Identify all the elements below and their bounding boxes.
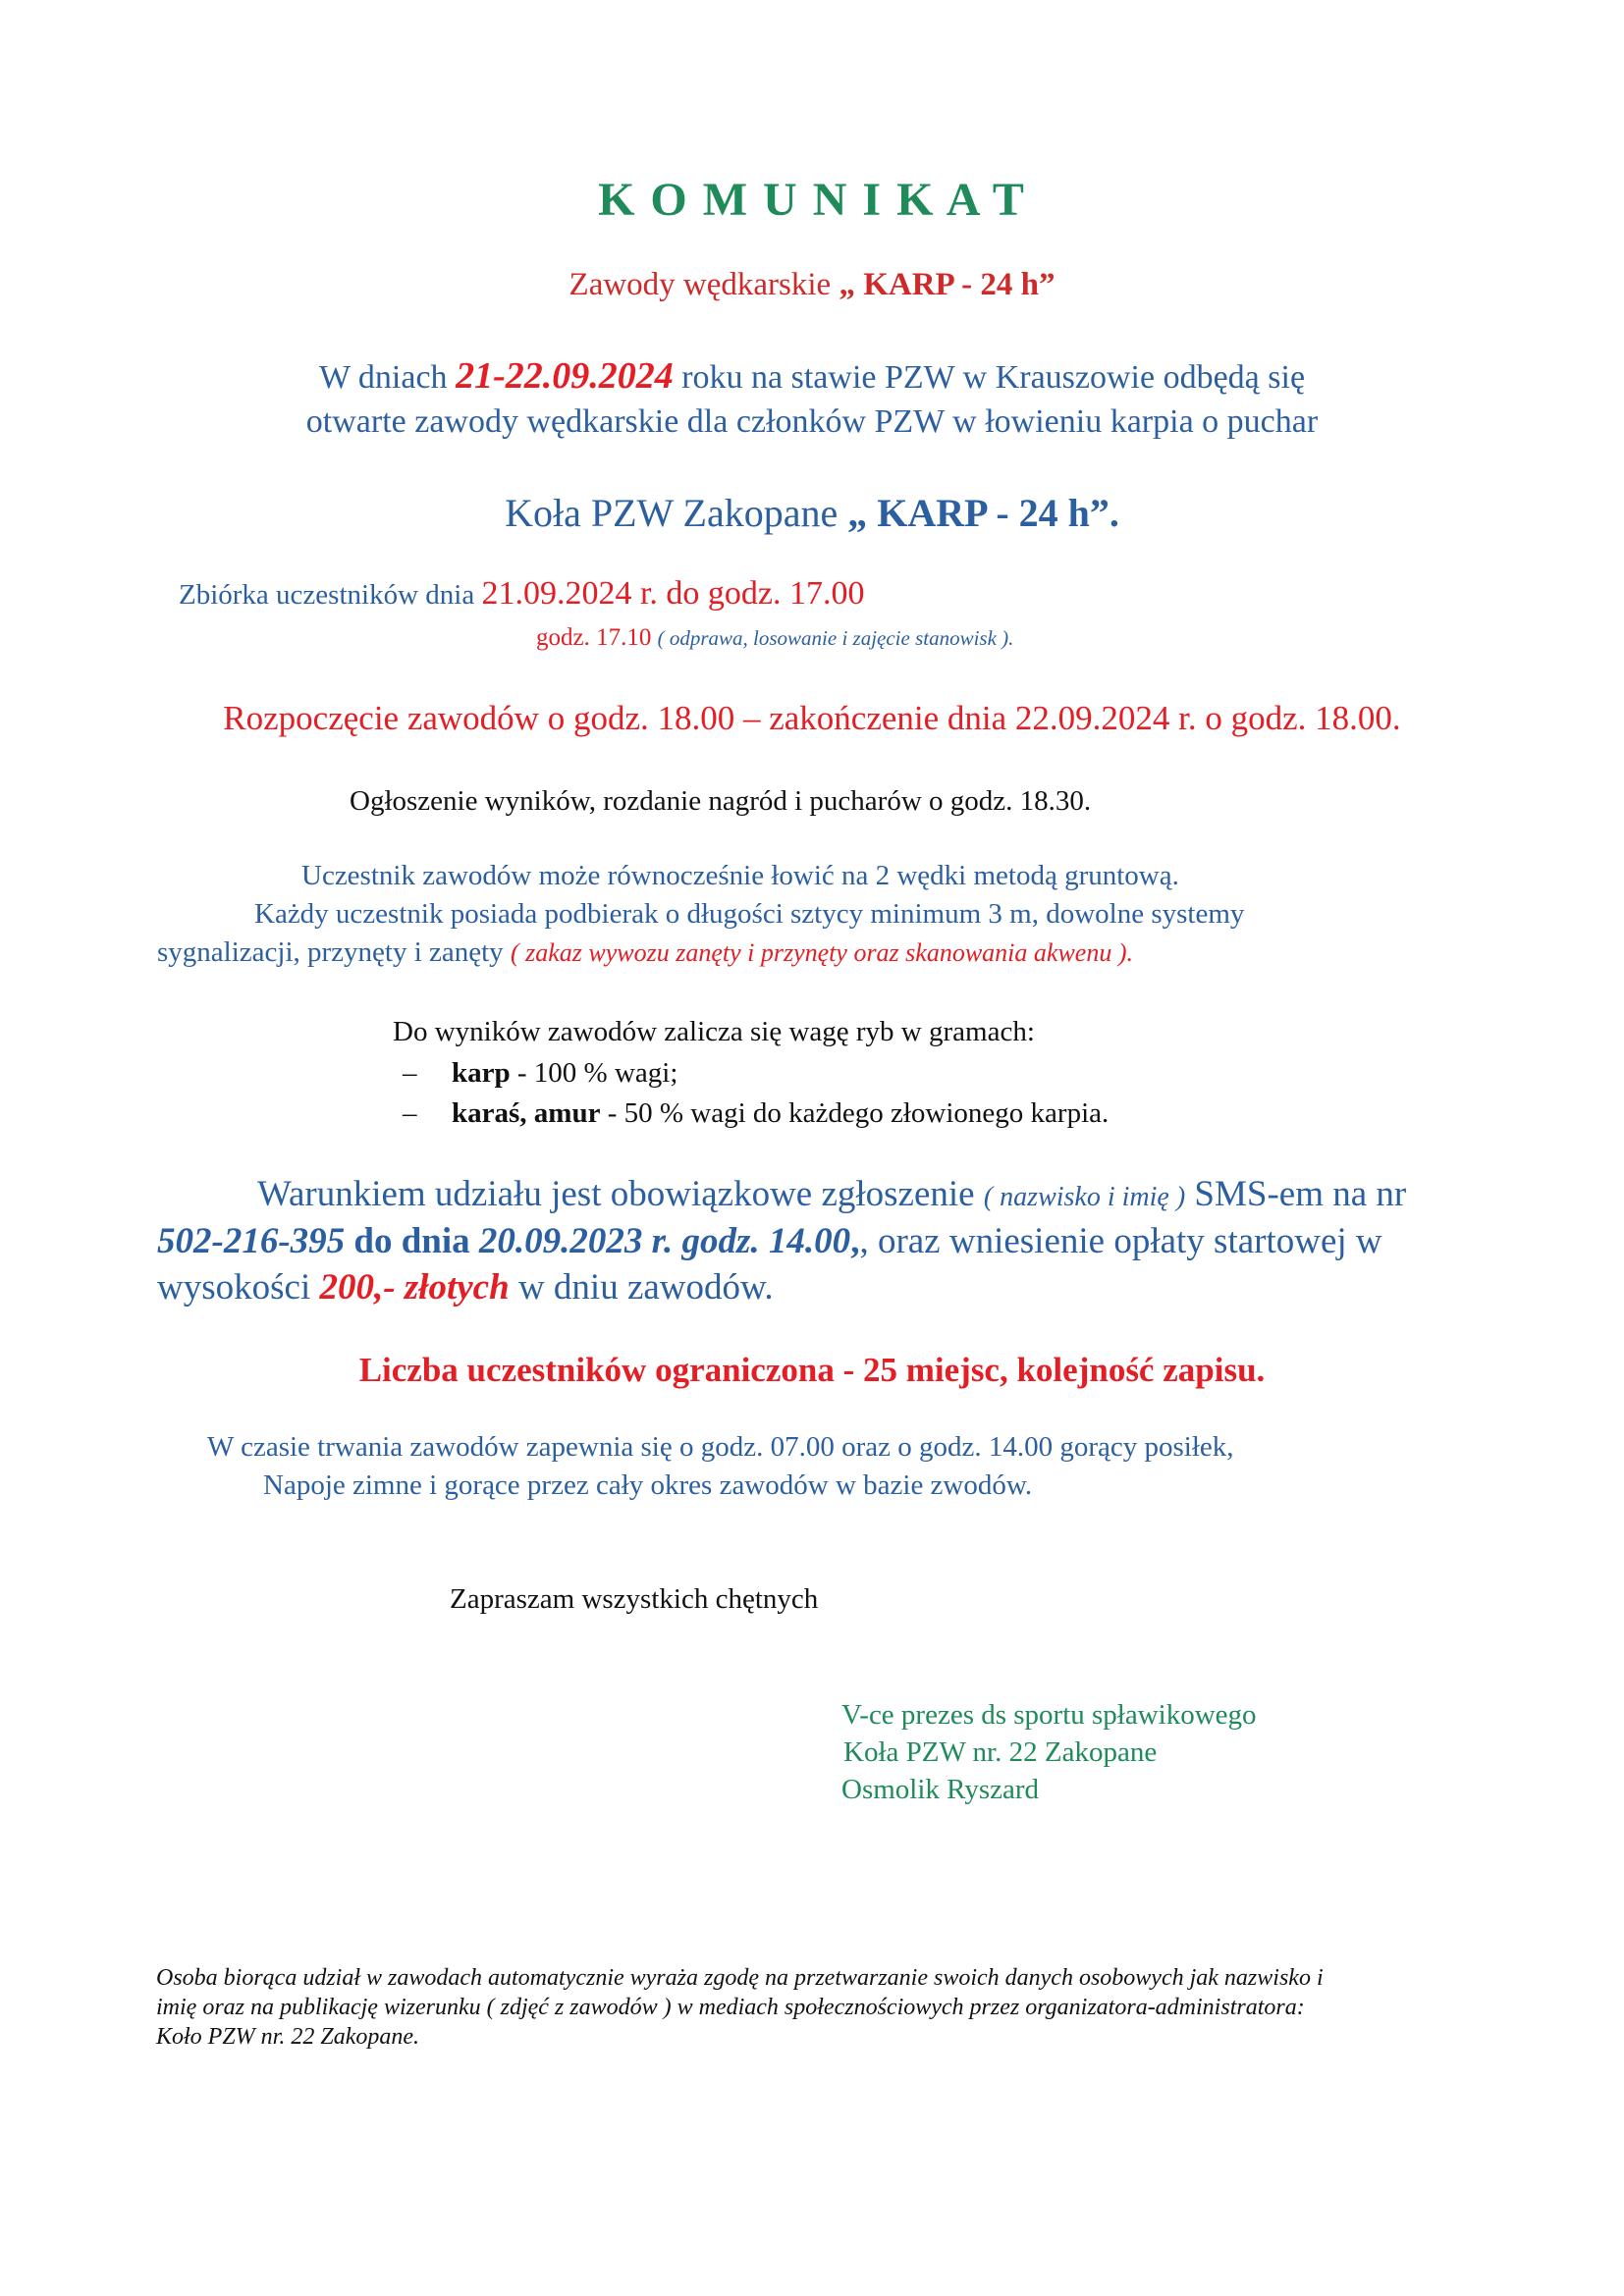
phone-number: 502-216-395 bbox=[157, 1221, 346, 1261]
weights-intro: Do wyników zawodów zalicza się wagę ryb w gramach: bbox=[393, 1016, 1035, 1047]
meals-line-1: W czasie trwania zawodów zapewnia się o godz. 07.00 oraz o godz. 14.00 gorący posiłek, bbox=[207, 1431, 1234, 1463]
start-end-line: Rozpoczęcie zawodów o godz. 18.00 – zakończenie dnia 22.09.2024 r. o godz. 18.00. bbox=[223, 699, 1401, 737]
subtitle-event-name: „ KARP - 24 h” bbox=[839, 267, 1056, 302]
intro-line-1 bbox=[0, 355, 1624, 399]
briefing-time: godz. 17.10 bbox=[536, 624, 658, 651]
registration-required-data: ( nazwisko i imię ) bbox=[983, 1182, 1186, 1212]
signature-name: Osmolik Ryszard bbox=[841, 1774, 1040, 1805]
rules-line-1: Uczestnik zawodów może równocześnie łowić na 2 wędki metodą gruntową. bbox=[301, 860, 1179, 891]
registration-text: Warunkiem udziału jest obowiązkowe zgłoszenie bbox=[257, 1174, 984, 1214]
meals-line-2: Napoje zimne i gorące przez cały okres zawodów w bazie zwodów. bbox=[263, 1469, 1033, 1501]
registration-line-3 bbox=[157, 1267, 774, 1309]
rules-prohibition: ( zakaz wywozu zanęty i przynęty oraz skanowania akwenu ). bbox=[510, 938, 1133, 967]
intro-line-2: otwarte zawody wędkarskie dla członków PZW w łowieniu karpia o puchar bbox=[305, 403, 1319, 440]
signature-club: Koła PZW nr. 22 Zakopane bbox=[843, 1736, 1158, 1768]
fee-text: , oraz wniesienie opłaty startowej w bbox=[859, 1221, 1382, 1261]
fish-weight-rule: - 50 % wagi do każdego złowionego karpia. bbox=[600, 1097, 1110, 1129]
participant-limit: Liczba uczestników ograniczona - 25 miejsc, kolejność zapisu. bbox=[358, 1351, 1266, 1389]
subtitle bbox=[0, 267, 1624, 304]
rules-text: sygnalizacji, przynęty i zanęty bbox=[157, 936, 511, 968]
bullet-dash: – bbox=[403, 1057, 417, 1089]
trophy-club: Koła PZW Zakopane bbox=[505, 491, 848, 535]
gathering-label: Zbiórka uczestników dnia bbox=[179, 579, 482, 611]
deadline-date: 20.09.2023 r. godz. 14.00 bbox=[478, 1221, 851, 1261]
signature-role: V-ce prezes ds sportu spławikowego bbox=[841, 1699, 1257, 1731]
bullet-dash: – bbox=[403, 1097, 417, 1129]
rules-line-2: Każdy uczestnik posiada podbierak o długości sztycy minimum 3 m, dowolne systemy bbox=[254, 898, 1245, 930]
registration-sms: SMS-em na nr bbox=[1185, 1174, 1407, 1214]
subtitle-prefix: Zawody wędkarskie bbox=[568, 267, 839, 302]
deadline-comma: , bbox=[850, 1221, 860, 1261]
fee-amount: 200,- złotych bbox=[319, 1267, 510, 1308]
trophy-name: „ KARP - 24 h”. bbox=[847, 491, 1119, 535]
rules-line-3 bbox=[157, 936, 1133, 969]
weights-item bbox=[403, 1057, 677, 1090]
event-dates: 21-22.09.2024 bbox=[456, 355, 674, 397]
disclaimer-line-1: Osoba biorąca udział w zawodach automatycznie wyraża zgodę na przetwarzanie swoich danych osobowych jak nazwisko i bbox=[156, 1965, 1324, 1991]
fee-when: w dniu zawodów. bbox=[509, 1267, 774, 1308]
intro-line-3 bbox=[0, 491, 1624, 536]
fish-name: karaś, amur bbox=[452, 1097, 601, 1129]
fish-weight-rule: - 100 % wagi; bbox=[510, 1057, 678, 1089]
intro-text-b: roku na stawie PZW w Krauszowie odbędą się bbox=[673, 359, 1306, 396]
intro-text-a: W dniach bbox=[318, 359, 457, 396]
results-line: Ogłoszenie wyników, rozdanie nagród i pucharów o godz. 18.30. bbox=[350, 785, 1092, 817]
registration-line-1 bbox=[257, 1174, 1406, 1216]
briefing-note: ( odprawa, losowanie i zajęcie stanowisk ). bbox=[657, 626, 1014, 650]
registration-line-2 bbox=[157, 1221, 1382, 1263]
gathering-datetime: 21.09.2024 r. do godz. 17.00 bbox=[481, 575, 865, 612]
gathering-line bbox=[179, 574, 864, 613]
fish-name: karp bbox=[452, 1057, 511, 1089]
briefing-line bbox=[536, 624, 1013, 653]
disclaimer-line-3: Koło PZW nr. 22 Zakopane. bbox=[156, 2024, 420, 2050]
page-title: K O M U N I K A T bbox=[598, 174, 1026, 226]
disclaimer-line-2: imię oraz na publikację wizerunku ( zdjęć z zawodów ) w mediach społecznościowych przez organizatora-administratora: bbox=[156, 1995, 1305, 2020]
fee-label: wysokości bbox=[157, 1267, 320, 1308]
weights-item bbox=[403, 1097, 1109, 1130]
deadline-label: do dnia bbox=[345, 1221, 479, 1261]
invitation: Zapraszam wszystkich chętnych bbox=[450, 1583, 819, 1615]
